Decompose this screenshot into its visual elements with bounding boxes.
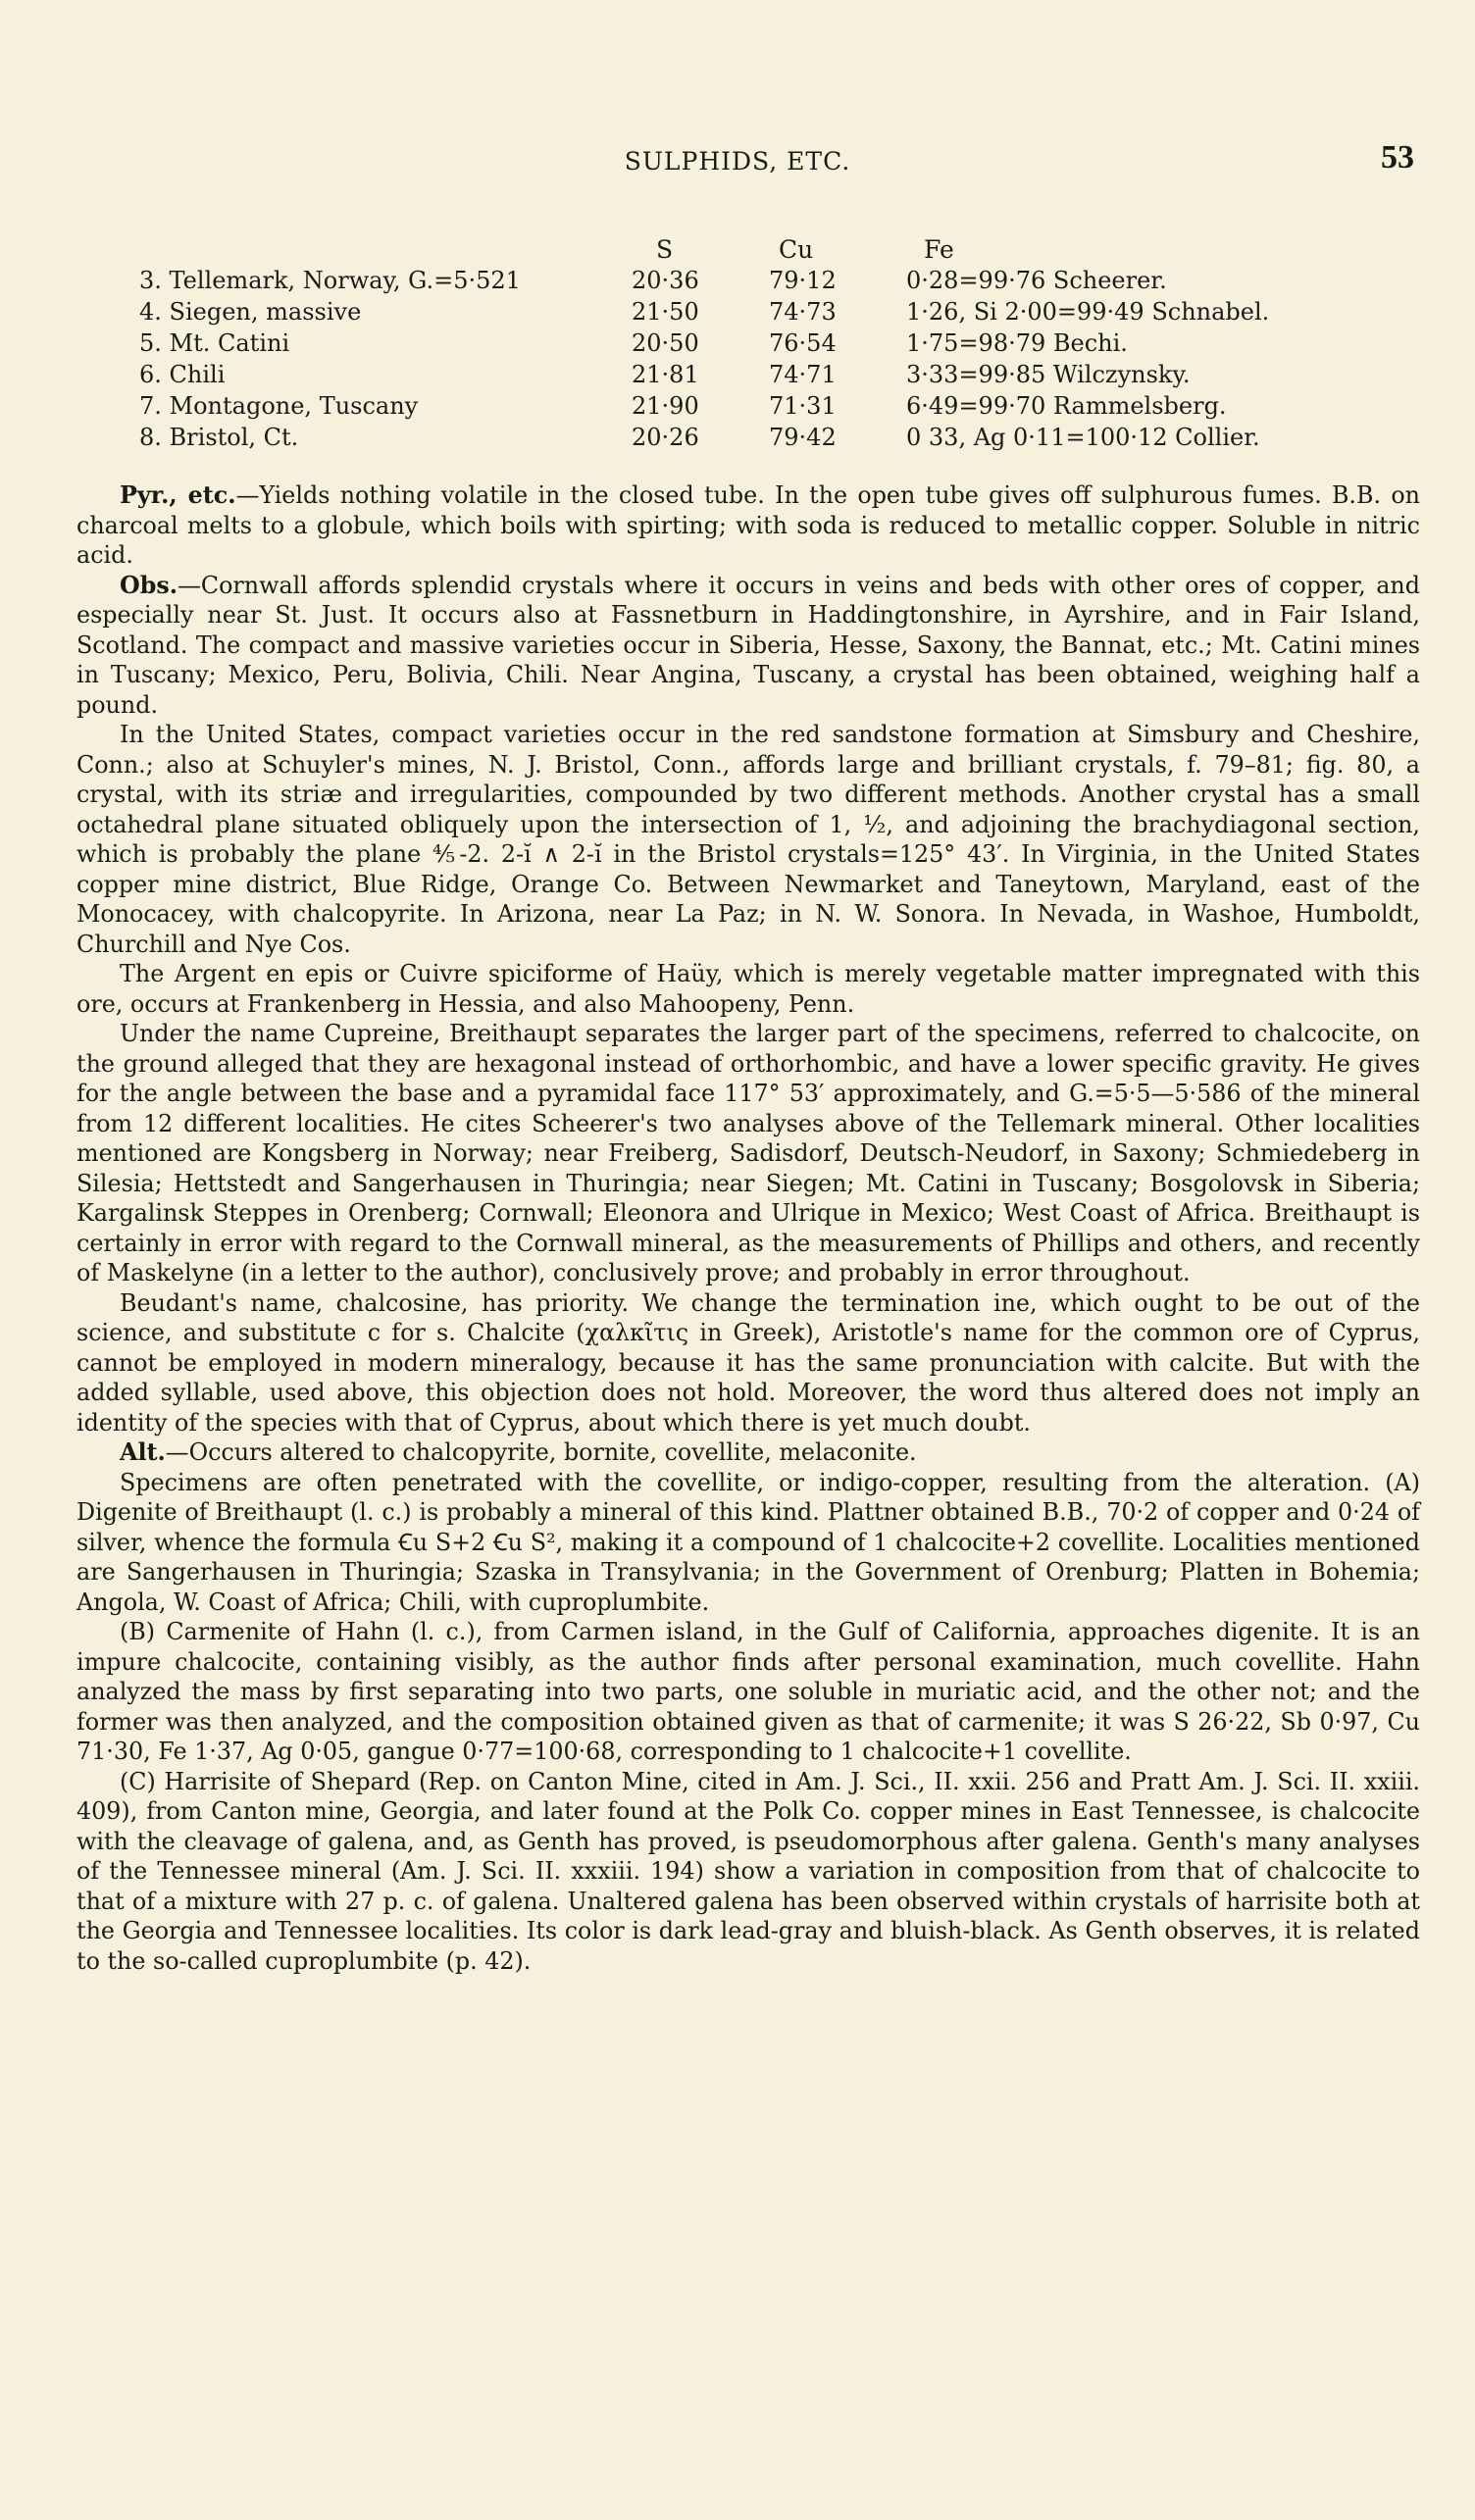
- paragraph-text: —Occurs altered to chalcopyrite, bornite, covellite, melaconite.: [165, 1438, 917, 1466]
- table-row: [139, 329, 1336, 361]
- table-row: [139, 298, 1336, 329]
- paragraph: [76, 1019, 1420, 1288]
- paragraph-text: —Cornwall affords splendid crystals where it occurs in veins and beds with other ores of copper, and especially near St. Just. It occurs also at Fassnetburn in Haddingtonshire, in Ayrshire, and in Fair Island, Scotland. The compact and massive varieties occur in Siberia, Hesse, Saxony, the Bannat, etc.; Mt. Catini mines in Tuscany; Mexico, Peru, Bolivia, Chili. Near Angina, Tuscany, a crystal has been obtained, weighing half a pound.: [76, 571, 1420, 719]
- paragraph: [76, 1617, 1420, 1767]
- paragraph: [76, 720, 1420, 959]
- paragraph-lead: Alt.: [120, 1438, 166, 1466]
- cell-cu: 79·42: [769, 424, 837, 451]
- cell-fe: 0 33, Ag 0·11=100·12 Collier.: [906, 424, 1260, 451]
- paragraph-text: —Yields nothing volatile in the closed tube. In the open tube gives off sulphurous fumes. B.B. on charcoal melts to a globule, which boils with spirting; with soda is reduced to metallic copper. Soluble in nitric acid.: [76, 481, 1420, 569]
- cell-cu: 79·12: [769, 267, 837, 294]
- cell-fe: 0·28=99·76 Scheerer.: [906, 267, 1167, 294]
- cell-s: 21·90: [632, 392, 699, 420]
- cell-s: 21·81: [632, 361, 699, 388]
- body-text: [76, 480, 1420, 1976]
- paragraph-lead: Pyr., etc.: [120, 481, 236, 509]
- table-row: [139, 392, 1336, 424]
- cell-locality: 8. Bristol, Ct.: [139, 424, 299, 451]
- cell-s: 20·50: [632, 329, 699, 357]
- cell-locality: 5. Mt. Catini: [139, 329, 290, 357]
- cell-s: 20·36: [632, 267, 699, 294]
- paragraph-lead: Obs.: [120, 571, 178, 599]
- table-row: [139, 424, 1336, 455]
- cell-fe: 3·33=99·85 Wilczynsky.: [906, 361, 1191, 388]
- paragraph-text: The Argent en epis or Cuivre spiciforme of Haüy, which is merely vegetable matter impregnated with this ore, occurs at Frankenberg in Hessia, and also Mahoopeny, Penn.: [76, 960, 1420, 1018]
- table-row: [139, 361, 1336, 392]
- cell-locality: 7. Montagone, Tuscany: [139, 392, 419, 420]
- table-header-row: [139, 235, 1336, 267]
- paragraph: [76, 1468, 1420, 1618]
- cell-s: 21·50: [632, 298, 699, 326]
- cell-cu: 74·73: [769, 298, 837, 326]
- cell-fe: 1·26, Si 2·00=99·49 Schnabel.: [906, 298, 1270, 326]
- column-header-s: S: [656, 235, 674, 264]
- paragraph-text: In the United States, compact varieties occur in the red sandstone formation at Simsbury and Cheshire, Conn.; also at Schuyler's mines, N. J. Bristol, Conn., affords large and brilliant crystals, f. 79–81; fig. 80, a crystal, with its striæ and irregularities, compounded by two different methods. Another crystal has a small octahedral plane situated obliquely upon the intersection of 1, ½, and adjoining the brachydiagonal section, which is probably the plane ⅘-2. 2-ĭ ∧ 2-ĭ in the Bristol crystals=125° 43′. In Virginia, in the United States copper mine district, Blue Ridge, Orange Co. Between Newmarket and Taneytown, Maryland, east of the Monocacey, with chalcopyrite. In Arizona, near La Paz; in N. W. Sonora. In Nevada, in Washoe, Humboldt, Churchill and Nye Cos.: [76, 721, 1420, 958]
- paragraph: [76, 1288, 1420, 1438]
- paragraph-text: Under the name Cupreine, Breithaupt separates the larger part of the specimens, referred to chalcocite, on the ground alleged that they are hexagonal instead of orthorhombic, and have a lower specific gravity. He gives for the angle between the base and a pyramidal face 117° 53′ approximately, and G.=5·5—5·586 of the mineral from 12 different localities. He cites Scheerer's two analyses above of the Tellemark mineral. Other localities mentioned are Kongsberg in Norway; near Freiberg, Sadisdorf, Deutsch-Neudorf, in Saxony; Schmiedeberg in Silesia; Hettstedt and Sangerhausen in Thuringia; near Siegen; Mt. Catini in Tuscany; Bosgolovsk in Siberia; Kargalinsk Steppes in Orenberg; Cornwall; Eleonora and Ulrique in Mexico; West Coast of Africa. Breithaupt is certainly in error with regard to the Cornwall mineral, as the measurements of Phillips and others, and recently of Maskelyne (in a letter to the author), conclusively prove; and probably in error throughout.: [76, 1020, 1420, 1286]
- paragraph: [76, 571, 1420, 721]
- cell-locality: 4. Siegen, massive: [139, 298, 362, 326]
- cell-fe: 1·75=98·79 Bechi.: [906, 329, 1128, 357]
- cell-cu: 74·71: [769, 361, 837, 388]
- paragraph: [76, 959, 1420, 1019]
- paragraph-text: (C) Harrisite of Shepard (Rep. on Canton Mine, cited in Am. J. Sci., II. xxii. 256 and Pratt Am. J. Sci. II. xxiii. 409), from Canton mine, Georgia, and later found at the Polk Co. copper mines in East Tennessee, is chalcocite with the cleavage of galena, and, as Genth has proved, is pseudomorphous after galena. Genth's many analyses of the Tennessee mineral (Am. J. Sci. II. xxxiii. 194) show a variation in composition from that of chalcocite to that of a mixture with 27 p. c. of galena. Unaltered galena has been observed within crystals of harrisite both at the Georgia and Tennessee localities. Its color is dark lead-gray and bluish-black. As Genth observes, it is related to the so-called cuproplumbite (p. 42).: [76, 1767, 1420, 1975]
- column-header-cu: Cu: [779, 235, 814, 264]
- table-row: [139, 267, 1336, 298]
- cell-s: 20·26: [632, 424, 699, 451]
- running-header: SULPHIDS, ETC.: [624, 147, 851, 176]
- paragraph: [76, 1437, 1420, 1468]
- cell-locality: 6. Chili: [139, 361, 226, 388]
- page-number: 53: [1381, 139, 1414, 176]
- analysis-table: [139, 235, 1336, 455]
- paragraph-text: (B) Carmenite of Hahn (l. c.), from Carmen island, in the Gulf of California, approaches digenite. It is an impure chalcocite, containing visibly, as the author finds after personal examination, much covellite. Hahn analyzed the mass by first separating into two parts, one soluble in muriatic acid, and the other not; and the former was then analyzed, and the composition obtained given as that of carmenite; it was S 26·22, Sb 0·97, Cu 71·30, Fe 1·37, Ag 0·05, gangue 0·77=100·68, corresponding to 1 chalcocite+1 covellite.: [76, 1618, 1420, 1765]
- cell-cu: 76·54: [769, 329, 837, 357]
- column-header-fe: Fe: [924, 235, 954, 264]
- paragraph-text: Specimens are often penetrated with the covellite, or indigo-copper, resulting from the alteration. (A) Digenite of Breithaupt (l. c.) is probably a mineral of this kind. Plattner obtained B.B., 70·2 of copper and 0·24 of silver, whence the formula Ꞓu S+2 Ꞓu S², making it a compound of 1 chalcocite+2 covellite. Localities mentioned are Sangerhausen in Thuringia; Szaska in Transylvania; in the Government of Orenburg; Platten in Bohemia; Angola, W. Coast of Africa; Chili, with cuproplumbite.: [76, 1468, 1420, 1616]
- paragraph: [76, 480, 1420, 571]
- cell-fe: 6·49=99·70 Rammelsberg.: [906, 392, 1227, 420]
- paragraph-text: Beudant's name, chalcosine, has priority. We change the termination ine, which ought to be out of the science, and substitute c for s. Chalcite (χαλκῖτις in Greek), Aristotle's name for the common ore of Cyprus, cannot be employed in modern mineralogy, because it has the same pronunciation with calcite. But with the added syllable, used above, this objection does not hold. Moreover, the word thus altered does not imply an identity of the species with that of Cyprus, about which there is yet much doubt.: [76, 1288, 1420, 1436]
- paragraph: [76, 1767, 1420, 1977]
- cell-locality: 3. Tellemark, Norway, G.=5·521: [139, 267, 521, 294]
- cell-cu: 71·31: [769, 392, 837, 420]
